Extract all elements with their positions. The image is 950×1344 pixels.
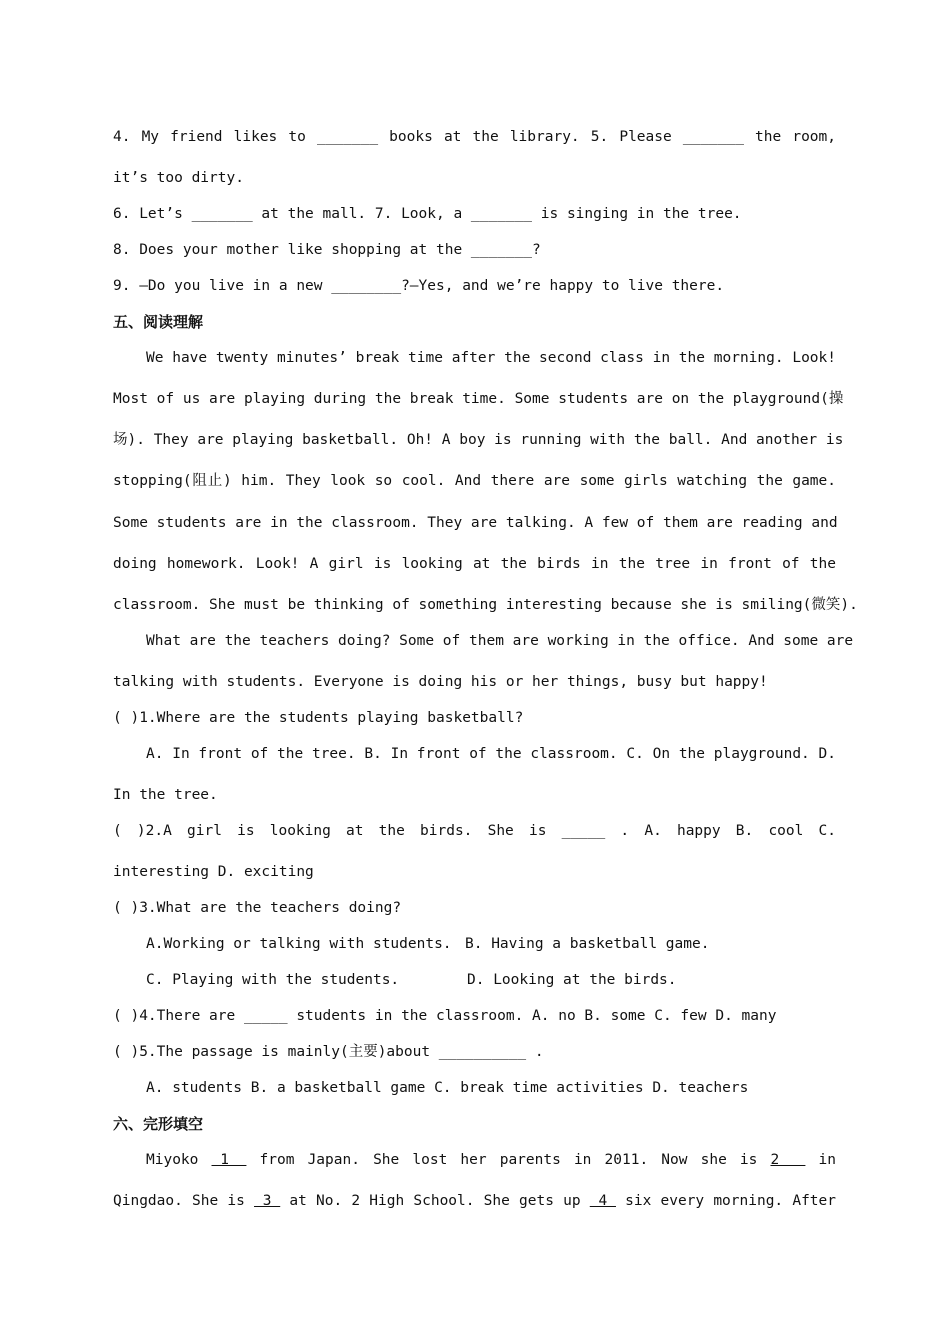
cloze-blank-1: 1 [211,1152,247,1168]
question-1-options-cont: In the tree. [113,787,218,803]
passage-line: stopping(阻止) him. They look so cool. And there are some girls watching the game. [113,473,836,489]
cloze-text: at No. 2 High School. She gets up [280,1193,590,1209]
question-3-option-a: A.Working or talking with students. [146,936,452,952]
cloze-line-1 [146,1150,836,1170]
section-6-heading: 六、完形填空 [113,1115,204,1133]
passage-line: We have twenty minutes’ break time after the second class in the morning. Look! [146,350,836,366]
fill-in-q8: 8. Does your mother like shopping at the _______? [113,242,541,258]
cloze-text: six every morning. After [615,1193,836,1209]
fill-in-q6-q7: 6. Let’s _______ at the mall. 7. Look, a _______ is singing in the tree. [113,206,742,222]
cloze-text: Miyoko [146,1152,212,1168]
question-3-option-b: B. Having a basketball game. [465,936,710,952]
fill-in-q9: 9. —Do you live in a new ________?—Yes, and we’re happy to live there. [113,278,725,294]
passage-line: talking with students. Everyone is doing his or her things, busy but happy! [113,674,768,690]
question-3: ( )3.What are the teachers doing? [113,900,402,916]
fill-in-q4-q5: 4. My friend likes to _______ books at the library. 5. Please _______ the room, [113,129,836,145]
cloze-blank-3: 3 [254,1193,281,1209]
cloze-blank-2: 2 [770,1152,806,1168]
passage-line: 场). They are playing basketball. Oh! A boy is running with the ball. And another is [113,432,844,448]
fill-in-q5-cont: it’s too dirty. [113,170,244,186]
cloze-line-2 [113,1191,836,1211]
cloze-text: Qingdao. She is [113,1193,255,1209]
passage-line: classroom. She must be thinking of something interesting because she is smiling(微笑). [113,597,858,613]
question-2-cont: interesting D. exciting [113,864,314,880]
question-5: ( )5.The passage is mainly(主要)about __________ . [113,1044,544,1060]
question-1: ( )1.Where are the students playing basketball? [113,710,524,726]
cloze-text: in [805,1152,836,1168]
passage-line: Most of us are playing during the break time. Some students are on the playground(操 [113,391,844,407]
question-3-option-c: C. Playing with the students. [146,972,400,988]
question-3-option-d: D. Looking at the birds. [467,972,677,988]
cloze-blank-4: 4 [589,1193,616,1209]
question-5-options: A. students B. a basketball game C. break time activities D. teachers [146,1080,749,1096]
question-2: ( )2.A girl is looking at the birds. She is _____ . A. happy B. cool C. [113,823,836,839]
section-5-heading: 五、阅读理解 [113,313,204,331]
cloze-text: from Japan. She lost her parents in 2011. Now she is [246,1152,771,1168]
passage-line: doing homework. Look! A girl is looking at the birds in the tree in front of the [113,556,836,572]
question-4: ( )4.There are _____ students in the classroom. A. no B. some C. few D. many [113,1008,777,1024]
passage-line: Some students are in the classroom. They are talking. A few of them are reading and [113,515,838,531]
passage-line: What are the teachers doing? Some of them are working in the office. And some are [146,633,854,649]
question-1-options: A. In front of the tree. B. In front of the classroom. C. On the playground. D. [146,746,836,762]
